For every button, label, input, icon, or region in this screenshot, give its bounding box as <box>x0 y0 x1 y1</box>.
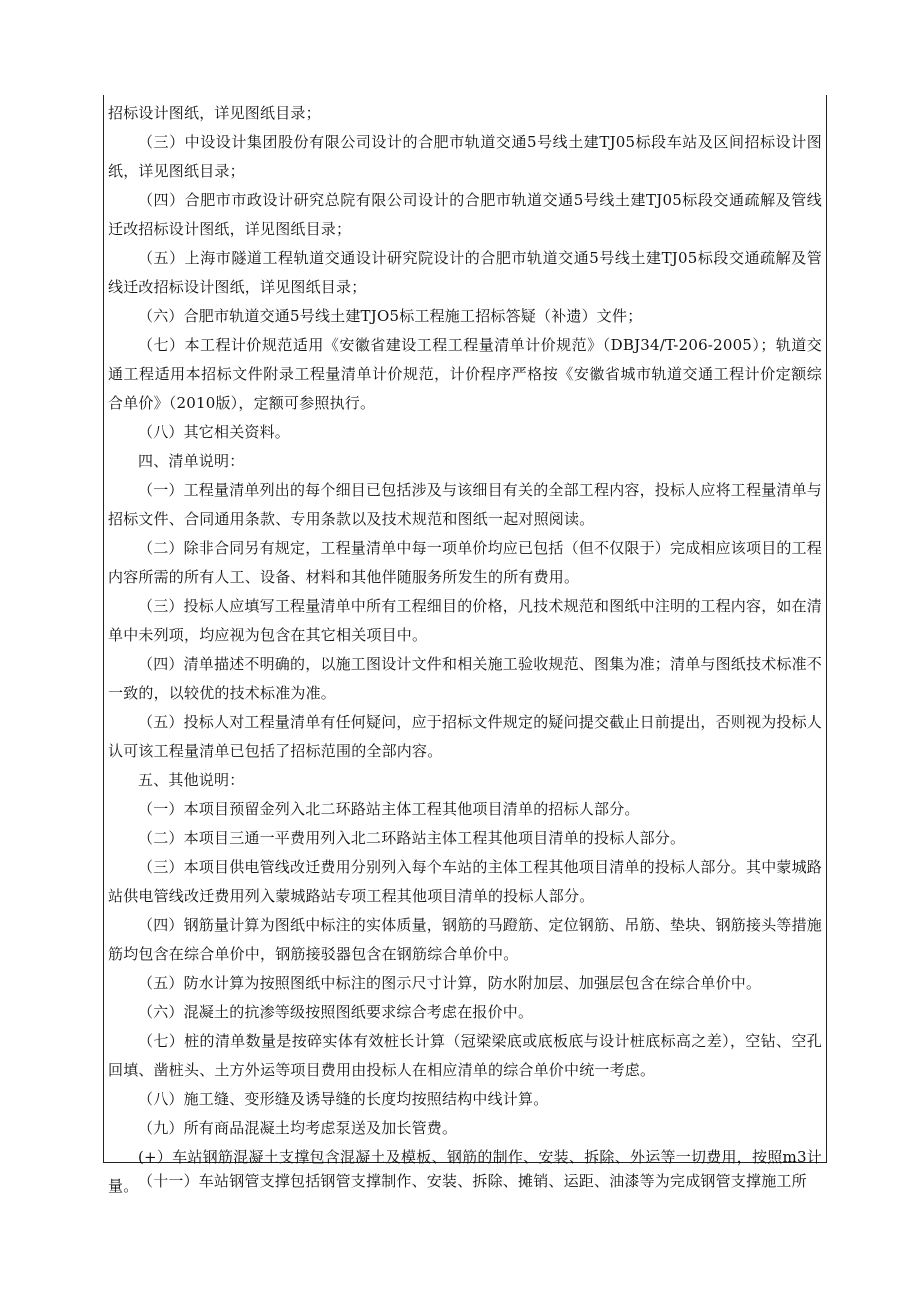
paragraph: （一）本项目预留金列入北二环路站主体工程其他项目清单的招标人部分。 <box>138 800 640 818</box>
paragraph: （二）除非合同另有规定，工程量清单中每一项单价均应已包括（但不仅限于）完成相应该项目的工程内容所需的所有人工、设备、材料和其他伴随服务所发生的所有费用。 <box>108 539 823 586</box>
paragraph: （七）本工程计价规范适用《安徽省建设工程工程量清单计价规范》（DBJ34/T-206-2005）；轨道交通工程适用本招标文件附录工程量清单计价规范，计价程序严格按《安徽省城市轨道交通工程计价定额综合单价》（2010版），定额可参照执行。 <box>108 336 822 412</box>
paragraph: （八）施工缝、变形缝及诱导缝的长度均按照结构中线计算。 <box>138 1090 549 1108</box>
paragraph: （六）合肥市轨道交通5号线土建TJO5标工程施工招标答疑（补遗）文件； <box>138 307 643 325</box>
paragraph: （十一）车站钢管支撑包括钢管支撑制作、安装、拆除、摊销、运距、油漆等为完成钢管支撑施工所 <box>138 1172 807 1190</box>
paragraph: （七）桩的清单数量是按碎实体有效桩长计算（冠梁梁底或底板底与设计桩底标高之差），空钻、空孔回填、凿桩头、土方外运等项目费用由投标人在相应清单的综合单价中统一考虑。 <box>108 1032 822 1079</box>
paragraph: （四）清单描述不明确的，以施工图设计文件和相关施工验收规范、图集为准；清单与图纸技术标准不一致的，以较优的技术标准为准。 <box>108 655 823 702</box>
paragraph: （三）投标人应填写工程量清单中所有工程细目的价格，凡技术规范和图纸中注明的工程内容，如在清单中未列项，均应视为包含在其它相关项目中。 <box>108 597 823 644</box>
paragraph: （四）合肥市市政设计研究总院有限公司设计的合肥市轨道交通5号线土建TJ05标段交通疏解及管线迁改招标设计图纸，详见图纸目录； <box>108 191 822 238</box>
paragraph: （四）钢筋量计算为图纸中标注的实体质量，钢筋的马蹬筋、定位钢筋、吊筋、垫块、钢筋接头等措施筋均包含在综合单价中，钢筋接驳器包含在钢筋综合单价中。 <box>108 916 823 963</box>
document-body <box>108 99 822 1201</box>
paragraph: （二）本项目三通一平费用列入北二环路站主体工程其他项目清单的投标人部分。 <box>138 829 686 847</box>
paragraph: （三）中设设计集团股份有限公司设计的合肥市轨道交通5号线土建TJ05标段车站及区间招标设计图纸，详见图纸目录； <box>108 133 822 180</box>
section-heading: 四、清单说明： <box>138 452 245 470</box>
section-heading: 五、其他说明： <box>138 771 245 789</box>
paragraph: （六）混凝土的抗渗等级按照图纸要求综合考虑在报价中。 <box>138 1003 534 1021</box>
paragraph: （九）所有商品混凝土均考虑泵送及加长管费。 <box>138 1119 458 1137</box>
paragraph: 招标设计图纸，详见图纸目录； <box>108 104 321 122</box>
paragraph: （五）投标人对工程量清单有任何疑问，应于招标文件规定的疑问提交截止日前提出，否则视为投标人认可该工程量清单已包括了招标范围的全部内容。 <box>108 713 823 760</box>
paragraph: （八）其它相关资料。 <box>138 423 291 441</box>
continuation-text <box>108 1167 822 1196</box>
paragraph: （一）工程量清单列出的每个细目已包括涉及与该细目有关的全部工程内容，投标人应将工程量清单与招标文件、合同通用条款、专用条款以及技术规范和图纸一起对照阅读。 <box>108 481 823 528</box>
paragraph: （三）本项目供电管线改迁费用分别列入每个车站的主体工程其他项目清单的投标人部分。其中蒙城路站供电管线改迁费用列入蒙城路站专项工程其他项目清单的投标人部分。 <box>108 858 823 905</box>
paragraph: (+）车站钢筋混凝土支撑包含混凝土及模板、钢筋的制作、安装、拆除、外运等一切费用，按照m3计量。 <box>108 1148 822 1195</box>
paragraph: （五）防水计算为按照图纸中标注的图示尺寸计算，防水附加层、加强层包含在综合单价中。 <box>138 974 762 992</box>
paragraph: （五）上海市隧道工程轨道交通设计研究院设计的合肥市轨道交通5号线土建TJ05标段交通疏解及管线迁改招标设计图纸，详见图纸目录； <box>108 249 822 296</box>
